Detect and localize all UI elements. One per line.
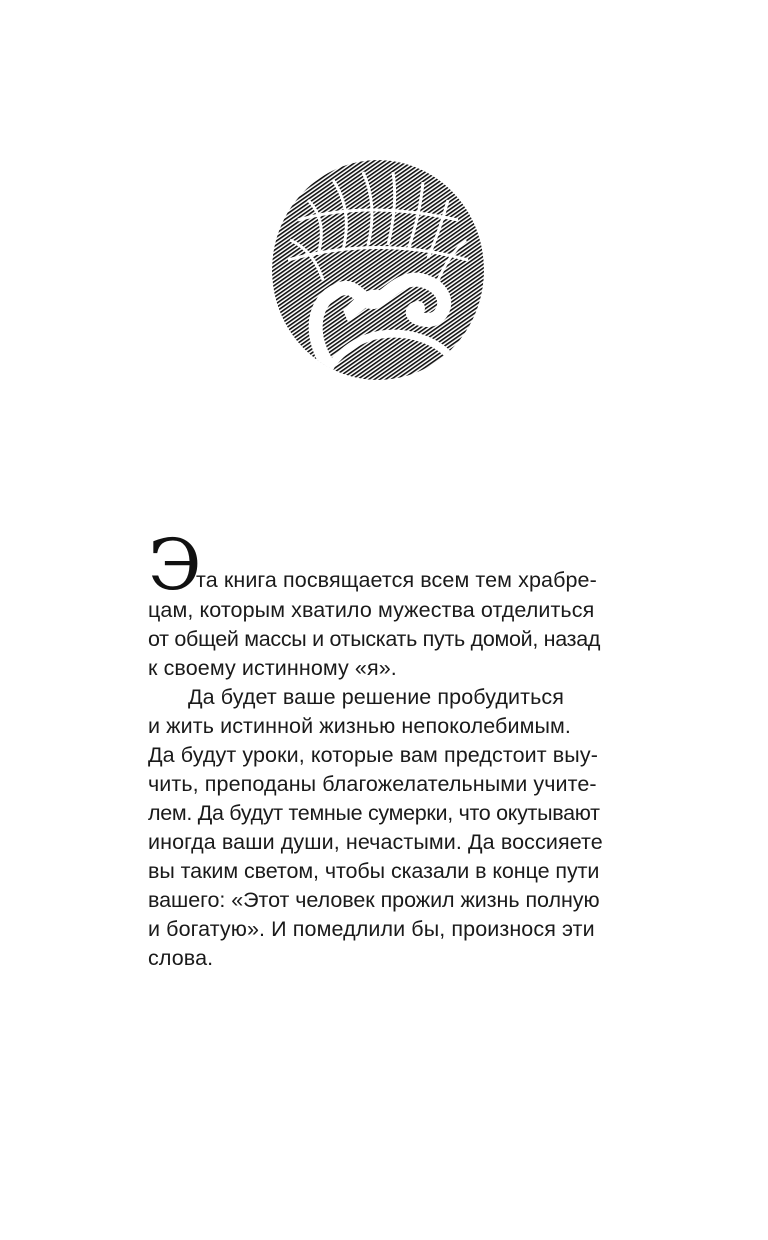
paragraph-2-line-10: слова. (148, 946, 214, 970)
paragraph-2-line-5: лем. Да будут темные сумерки, что окутывают (148, 801, 600, 825)
bird-emblem-icon (268, 160, 488, 390)
drop-cap: Э (148, 524, 202, 606)
paragraph-1-line-2: цам, которым хватило мужества отделиться (148, 598, 595, 622)
paragraph-2 (148, 683, 604, 973)
paragraph-2-line-6: иногда ваши души, нечастыми. Да воссияете (148, 830, 603, 854)
paragraph-1-line-4: к своему истинному «я». (148, 656, 397, 680)
paragraph-1 (148, 596, 604, 683)
paragraph-2-line-9: и богатую». И помедлили бы, произнося эти (148, 917, 595, 941)
paragraph-2-line-4: чить, преподаны благожелательными учите- (148, 772, 597, 796)
paragraph-2-line-7: вы таким светом, чтобы сказали в конце пути (148, 859, 600, 883)
first-line-block (148, 524, 604, 606)
paragraph-2-line-3: Да будут уроки, которые вам предстоит выу- (148, 743, 598, 767)
paragraph-1-line-1: та книга посвящается всем тем храбре- (196, 568, 597, 592)
paragraph-2-line-1: Да будет ваше решение пробудиться (188, 685, 564, 709)
paragraph-1-line-3: от общей массы и отыскать путь домой, назад (148, 627, 601, 651)
paragraph-2-line-8: вашего: «Этот человек прожил жизнь полную (148, 888, 600, 912)
dedication-text (148, 524, 604, 973)
paragraph-2-line-2: и жить истинной жизнью непоколебимым. (148, 714, 571, 738)
